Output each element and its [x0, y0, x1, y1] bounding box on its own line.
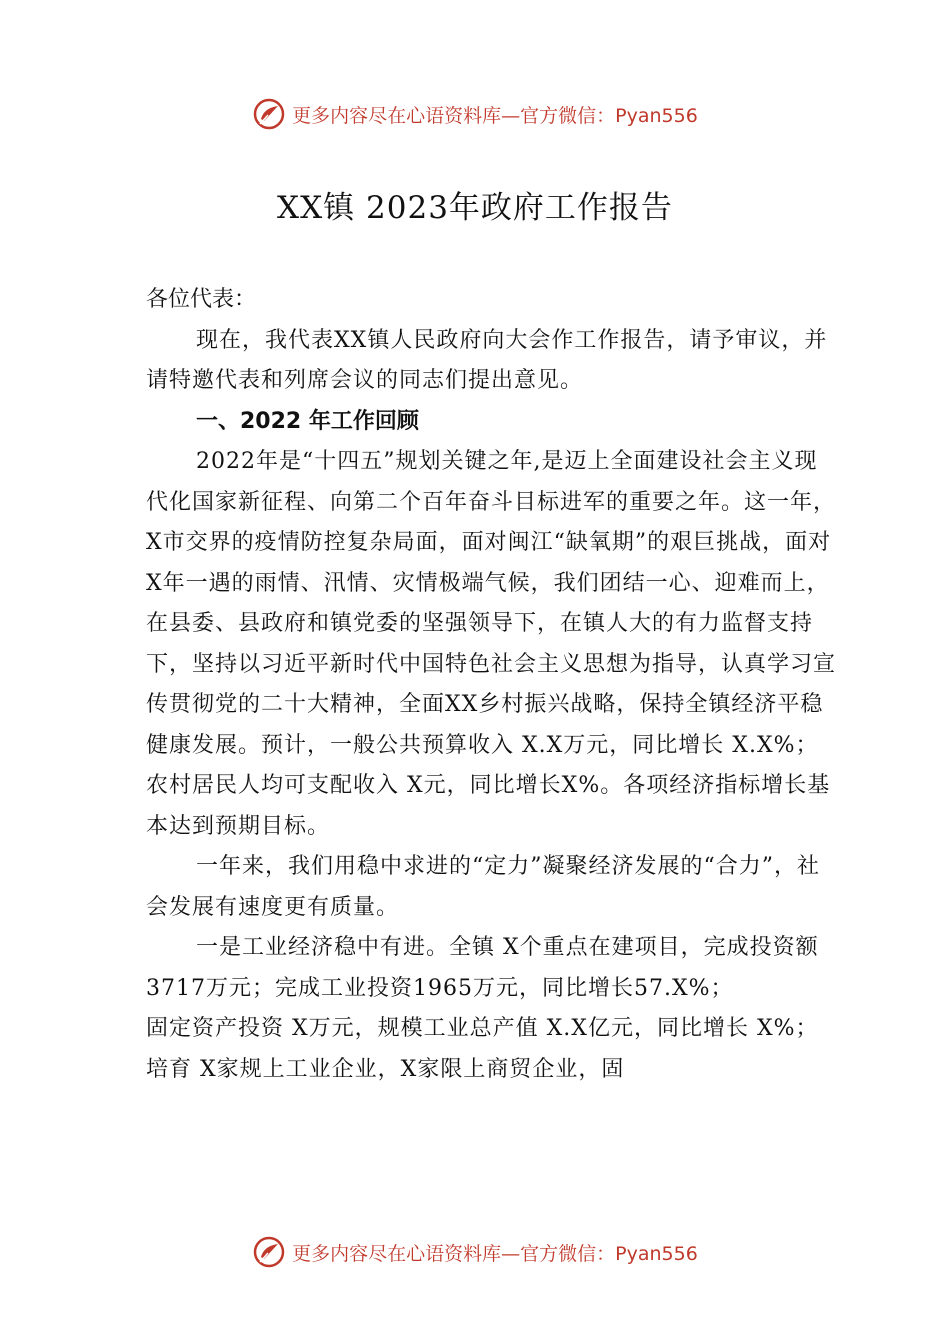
- library-logo-icon: [252, 1235, 286, 1269]
- salutation: 各位代表：: [146, 287, 257, 312]
- banner-text-main: 更多内容尽在心语资料库—: [292, 104, 521, 127]
- section-heading: 一、2022 年工作回顾: [196, 408, 419, 434]
- library-logo-icon: [252, 97, 286, 131]
- intro-paragraph: 现在，我代表XX镇人民政府向大会作工作报告，请予审议，并请特邀代表和列席会议的同志们提出意见。: [146, 327, 828, 393]
- header-watermark-banner: [0, 94, 950, 134]
- document-title: XX镇 2023年政府工作报告: [277, 190, 673, 226]
- investment-paragraph: 固定资产投资 X万元，规模工业总产值 X.X亿元，同比增长 X%；培育 X家规上工业企业，X家限上商贸企业，固: [146, 1016, 819, 1082]
- banner-text-wechat: 官方微信：Pyan556: [520, 104, 698, 127]
- banner-text-main: 更多内容尽在心语资料库—: [292, 1242, 521, 1265]
- footer-watermark-banner: [0, 1232, 950, 1272]
- industry-paragraph: 一是工业经济稳中有进。全镇 X个重点在建项目，完成投资额3717万元；完成工业投资1965万元，同比增长57.X%；: [146, 935, 819, 1001]
- banner-text-wechat: 官方微信：Pyan556: [520, 1242, 698, 1265]
- summary-paragraph: 一年来，我们用稳中求进的“定力”凝聚经济发展的“合力”，社会发展有速度更有质量。: [146, 854, 820, 920]
- review-paragraph: 2022年是“十四五”规划关键之年,是迈上全面建设社会主义现代化国家新征程、向第二个百年奋斗目标进军的重要之年。这一年，X市交界的疫情防控复杂局面，面对闽江“缺氧期”的艰巨挑战，面对 X年一遇的雨情、汛情、灾情极端气候，我们团结一心、迎难而上，在县委、县政府和镇党委的坚强领导下，在镇人大的有力监督支持下，坚持以习近平新时代中国特色社会主义思想为指导，认真学习宣传贯彻党的二十大精神，全面XX乡村振兴战略，保持全镇经济平稳健康发展。预计，一般公共预算收入 X.X万元，同比增长 X.X%；农村居民人均可支配收入 X元，同比增长X%。各项经济指标增长基本达到预期目标。: [146, 449, 837, 839]
- document-body: [146, 280, 836, 1090]
